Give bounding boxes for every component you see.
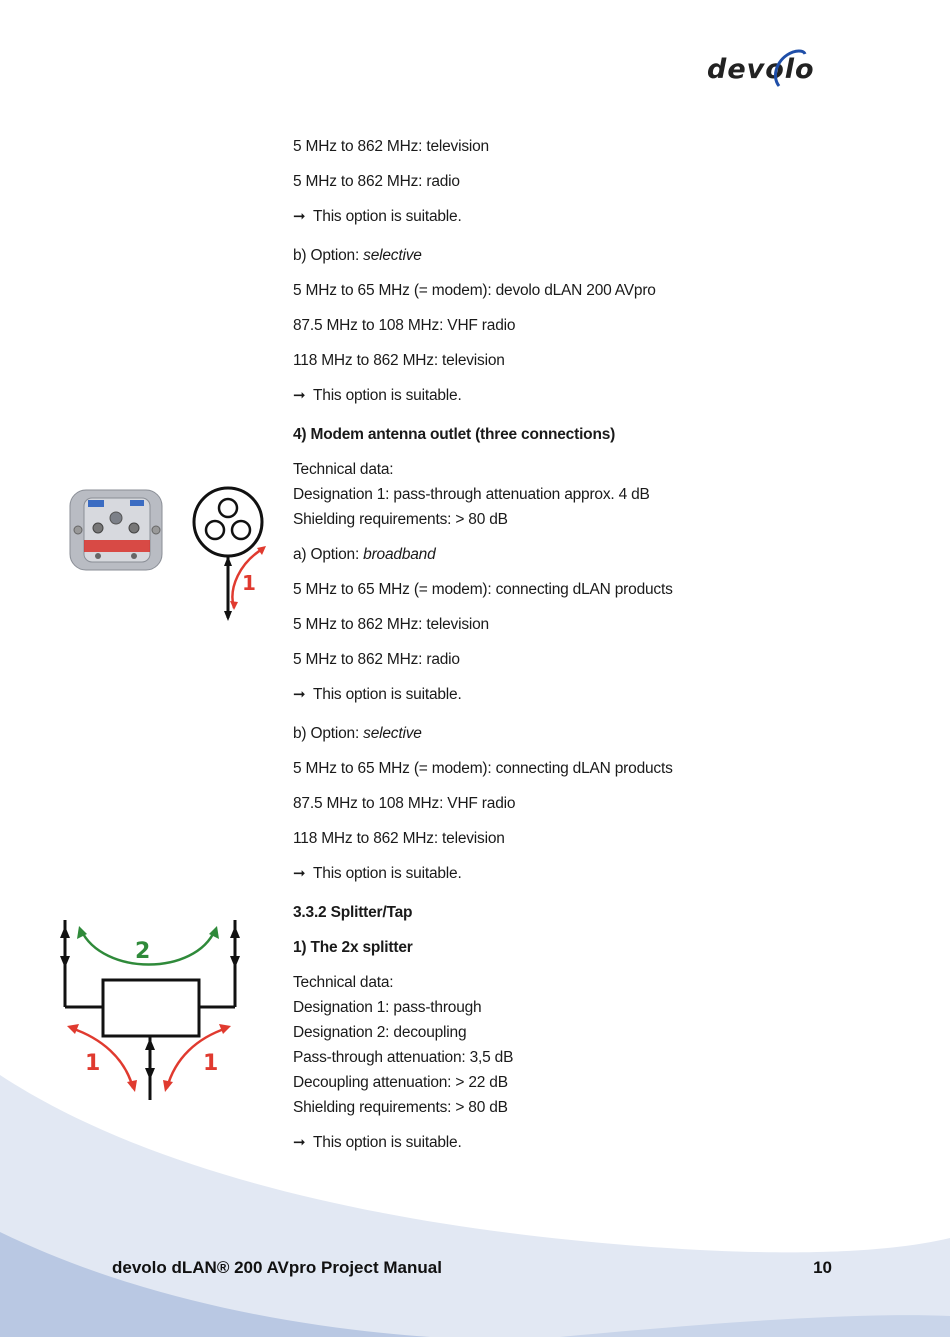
suitable-note: ➞ This option is suitable. [293,383,913,408]
arrow-right-icon: ➞ [293,865,306,882]
svg-text:1: 1 [242,571,256,595]
suitable-note: ➞ This option is suitable. [293,1130,913,1155]
three-connection-diagram [184,476,274,626]
page-content [293,134,913,1169]
arrow-right-icon: ➞ [293,387,306,404]
text-line: 5 MHz to 65 MHz (= modem): connecting dLAN products [293,760,673,777]
arrow-right-icon: ➞ [293,208,306,225]
svg-text:1: 1 [203,1051,219,1076]
technical-data: Technical data: Designation 1: pass-through Designation 2: decoupling Pass-through attenuation: 3,5 dB Decoupling attenuation: > 22 dB Shielding requirements: > 80 dB [293,974,514,1116]
text-line: 87.5 MHz to 108 MHz: VHF radio [293,795,516,812]
devolo-logo [705,42,840,94]
text-line: 118 MHz to 862 MHz: television [293,352,505,369]
section-heading: 3.3.2 Splitter/Tap [293,904,413,921]
text-line: 118 MHz to 862 MHz: television [293,830,505,847]
heading-splitter: 1) The 2x splitter [293,939,413,956]
suitable-note: ➞ This option is suitable. [293,861,913,886]
footer-title: devolo dLAN® 200 AVpro Project Manual [112,1258,442,1277]
text-line: 5 MHz to 65 MHz (= modem): connecting dLAN products [293,581,673,598]
suitable-note: ➞ This option is suitable. [293,204,913,229]
text-line: 5 MHz to 65 MHz (= modem): devolo dLAN 200 AVpro [293,282,656,299]
svg-text:1: 1 [85,1051,101,1076]
text-line: 87.5 MHz to 108 MHz: VHF radio [293,317,516,334]
arrow-right-icon: ➞ [293,1134,306,1151]
antenna-outlet-photo [68,484,166,576]
svg-text:2: 2 [135,939,151,964]
text-line: 5 MHz to 862 MHz: radio [293,173,460,190]
text-line: 5 MHz to 862 MHz: radio [293,651,460,668]
text-line: 5 MHz to 862 MHz: television [293,616,489,633]
splitter-diagram [55,912,245,1107]
arrow-right-icon: ➞ [293,686,306,703]
svg-text:devolo: devolo [707,54,815,85]
text-line: 5 MHz to 862 MHz: television [293,138,489,155]
page-number: 10 [813,1258,832,1277]
heading-modem-outlet: 4) Modem antenna outlet (three connections) [293,426,616,443]
option-a: a) Option: broadband [293,546,436,563]
suitable-note: ➞ This option is suitable. [293,682,913,707]
technical-data: Technical data: Designation 1: pass-through attenuation approx. 4 dB Shielding requirements: > 80 dB [293,461,650,528]
option-b: b) Option: selective [293,247,422,264]
option-b: b) Option: selective [293,725,422,742]
page-footer [112,1258,832,1278]
